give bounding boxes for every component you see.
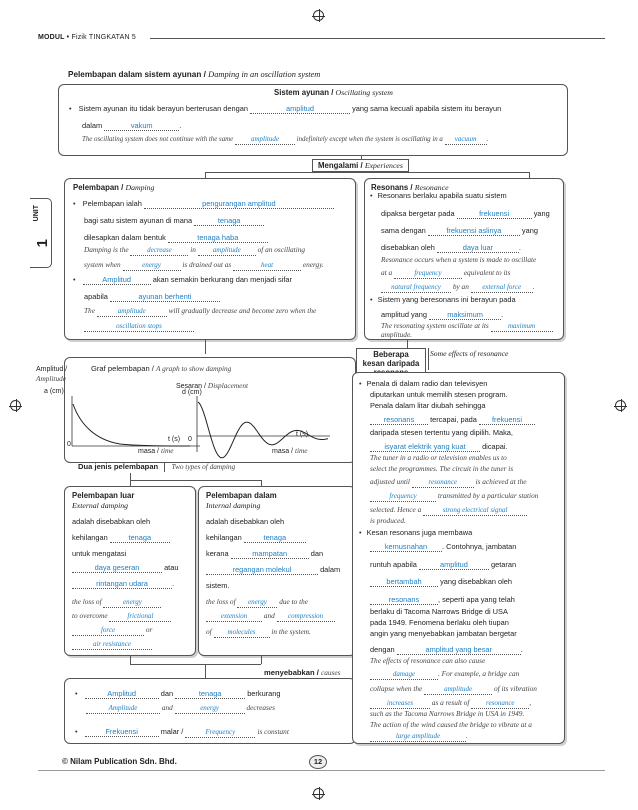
text: Sistem ayunan itu tidak berayun berterusan dengan xyxy=(78,104,248,113)
internal-line-6 xyxy=(206,597,308,608)
effects-line: angin yang menyebabkan jambatan bergetar xyxy=(370,629,517,638)
damping-line-8 xyxy=(84,306,316,317)
effects-line xyxy=(370,505,527,516)
time-axis-label-1 xyxy=(138,446,174,455)
answer-blank: tenaga haba xyxy=(168,233,268,243)
y1-ms: Amplitud / xyxy=(36,366,68,373)
text: dicapai. xyxy=(482,442,508,451)
text: yang sama kecuali apabila sistem itu berayun xyxy=(352,104,502,113)
damping-line-1 xyxy=(73,199,334,209)
answer-blank: frekuensi xyxy=(457,209,532,219)
text: in the system. xyxy=(271,627,311,636)
text: Pelembapan ialah xyxy=(82,199,142,208)
title-malay: Pelembapan dalam sistem ayunan / xyxy=(68,70,206,79)
text: due to the xyxy=(279,597,309,606)
text: decreases xyxy=(246,703,275,712)
damping-line-6 xyxy=(73,275,292,285)
bottom-line-2 xyxy=(86,703,275,714)
answer-blank: extension xyxy=(206,612,262,622)
divider xyxy=(428,348,429,370)
text: . Contohnya, jambatan xyxy=(442,542,517,551)
answer-blank: resonans xyxy=(370,595,438,605)
page-number: 12 xyxy=(309,755,327,769)
damping-line-2 xyxy=(84,216,264,226)
external-header-ms: Pelembapan luar xyxy=(72,491,135,500)
oscillating-system-header xyxy=(274,88,393,97)
answer-blank: increases xyxy=(370,699,430,709)
internal-line-4 xyxy=(206,565,340,575)
connector xyxy=(130,480,261,481)
answer-blank: amplitud xyxy=(250,104,350,114)
damping-line-7 xyxy=(84,292,220,302)
resonance-line-5: Resonance occurs when a system is made to oscillate xyxy=(381,255,537,264)
answer-blank: amplitude xyxy=(235,135,295,145)
answer-blank: heat xyxy=(233,261,301,271)
effects-line xyxy=(370,684,537,695)
types-ms: Dua jenis pelembapan xyxy=(78,462,159,471)
answer-blank: vacuum xyxy=(445,135,487,145)
causes-en: causes xyxy=(321,668,341,677)
connector xyxy=(205,172,529,173)
effects-line xyxy=(370,645,523,655)
unit-tab xyxy=(30,198,52,268)
answer-blank: energy xyxy=(103,598,161,608)
external-line-3: untuk mengatasi xyxy=(72,549,127,558)
time-symbol-2: t (s) xyxy=(296,431,309,438)
text: is drained out as xyxy=(182,260,232,269)
oscillating-header-ms: Sistem ayunan / xyxy=(274,88,334,97)
text: energy. xyxy=(302,260,324,269)
connector xyxy=(130,656,131,664)
effects-ms: Beberapa kesan daripada xyxy=(362,350,420,368)
resonance-line-7 xyxy=(381,282,535,293)
internal-line-3 xyxy=(206,549,323,559)
effects-line: daripada stesen tertentu yang dipilih. Maka, xyxy=(370,428,513,437)
answer-blank: frequency xyxy=(394,269,462,279)
effects-line: • Kesan resonans juga membawa xyxy=(359,528,472,538)
text: The oscillating system does not continue with the same xyxy=(82,136,234,143)
answer-blank: daya geseran xyxy=(72,563,162,573)
text: dan xyxy=(310,549,324,558)
amplitude-axis-label xyxy=(36,365,67,383)
effects-line: such as the Tacoma Narrows Bridge in USA in 1949. xyxy=(370,709,525,718)
amplitude-time-graph xyxy=(72,396,200,446)
x-ms: masa / xyxy=(272,448,294,455)
text: of its vibration xyxy=(493,684,537,693)
answer-blank: amplitud xyxy=(419,560,489,570)
footer-rule xyxy=(38,770,605,771)
text: . xyxy=(466,731,468,740)
amplitude-symbol: a (cm) xyxy=(44,388,64,395)
answer-blank: regangan molekul xyxy=(206,565,318,575)
text: akan semakin berkurang dan menjadi sifar xyxy=(152,275,292,284)
effects-of-resonance-box xyxy=(352,372,565,744)
answer-blank: oscillation stops xyxy=(84,322,194,332)
answer-blank: air resistance xyxy=(72,640,152,650)
resonance-line-11: amplitude. xyxy=(381,330,413,339)
effects-line: select the programmes. The circuit in the tuner is xyxy=(370,464,514,473)
experiences-tag xyxy=(312,159,409,172)
text: equivalent to its xyxy=(463,268,511,277)
answer-blank: amplitud yang besar xyxy=(397,645,521,655)
answer-blank: compression xyxy=(277,612,335,622)
text: Damping is the xyxy=(84,245,129,254)
text: at a xyxy=(381,268,393,277)
answer-blank: pengurangan amplitud xyxy=(144,199,334,209)
text: to overcome xyxy=(72,611,108,620)
registration-mark-left xyxy=(10,400,21,411)
answer-blank: energy xyxy=(237,598,277,608)
connector xyxy=(407,340,408,348)
text: . For example, a bridge can xyxy=(438,669,520,678)
external-line-2 xyxy=(72,533,170,543)
answer-blank: amplitude xyxy=(97,307,167,317)
resonance-line-8: • Sistem yang beresonans ini berayun pada xyxy=(370,295,516,305)
text: and xyxy=(263,611,275,620)
unit-label: UNIT xyxy=(33,205,40,222)
graph-title-en: A graph to show damping xyxy=(156,364,232,373)
text: is constant xyxy=(257,727,289,736)
origin-label-2: 0 xyxy=(188,436,192,443)
external-line-4 xyxy=(72,563,178,573)
damping-header-ms: Pelembapan / xyxy=(73,183,124,192)
connector xyxy=(130,664,261,665)
text: of an oscillating xyxy=(257,245,306,254)
text: . xyxy=(501,310,504,319)
text: transmitted by a particular station xyxy=(437,491,539,500)
resonance-line-4 xyxy=(381,243,521,253)
text: is achieved at the xyxy=(475,477,527,486)
text: dilesapkan dalam bentuk xyxy=(84,233,166,242)
damping-header xyxy=(73,183,154,192)
external-line-1: adalah disebabkan oleh xyxy=(72,517,151,526)
effects-line xyxy=(370,542,516,552)
answer-blank: force xyxy=(72,626,144,636)
external-line-7 xyxy=(72,611,171,622)
time-symbol-1: t (s) xyxy=(168,436,181,443)
oscillating-line-2 xyxy=(82,121,181,131)
answer-blank: frequency xyxy=(370,492,436,502)
answer-blank: mampatan xyxy=(231,549,309,559)
text: The resonating system oscillate at its xyxy=(381,321,489,330)
internal-damping-box xyxy=(198,486,356,656)
effects-line xyxy=(370,698,531,709)
connector xyxy=(205,665,206,678)
internal-line-7 xyxy=(206,611,335,622)
registration-mark-top xyxy=(313,10,324,21)
text: collapse when the xyxy=(370,684,423,693)
x-ms: masa / xyxy=(138,448,160,455)
answer-blank: external force xyxy=(471,283,533,293)
external-header-en: External damping xyxy=(72,501,129,510)
answer-blank: tenaga xyxy=(244,533,306,543)
answer-blank: energy xyxy=(123,261,181,271)
damped-oscillation-curve xyxy=(198,402,328,458)
text: the loss of xyxy=(72,597,102,606)
causes-label xyxy=(264,668,340,677)
external-line-6 xyxy=(72,597,161,608)
answer-blank: strong electrical signal xyxy=(423,506,527,516)
text: . xyxy=(532,282,535,291)
text: dalam xyxy=(320,565,341,574)
text: indefinitely except when the system is oscillating in a xyxy=(296,136,443,143)
text: dengan xyxy=(370,645,395,654)
graph-title xyxy=(91,364,231,373)
answer-blank: Frequency xyxy=(185,728,255,738)
experiences-ms: Mengalami / xyxy=(318,161,363,170)
answer-blank: resonans xyxy=(370,415,428,425)
answer-blank: bertambah xyxy=(370,577,438,587)
answer-blank: maksimum xyxy=(429,310,501,320)
y2-ms: Sesaran / xyxy=(176,383,206,390)
connector xyxy=(205,340,206,354)
answer-blank: energy xyxy=(175,704,245,714)
unit-number: 1 xyxy=(34,239,51,248)
damping-line-3 xyxy=(84,233,268,243)
answer-blank: damage xyxy=(370,670,438,680)
effects-line: diputarkan untuk memilih stesen program. xyxy=(370,390,508,399)
effects-line xyxy=(370,669,519,680)
types-of-damping-label xyxy=(78,462,235,472)
text: adjusted until xyxy=(370,477,410,486)
external-line-9 xyxy=(72,639,152,650)
bottom-line-3 xyxy=(75,727,289,738)
module-label: MODUL • xyxy=(38,34,70,41)
effects-tag-en xyxy=(430,349,510,358)
text: in xyxy=(190,245,196,254)
time-axis-label-2 xyxy=(272,446,308,455)
effects-line xyxy=(370,560,516,570)
text: yang xyxy=(533,209,550,218)
text: getaran xyxy=(490,560,517,569)
registration-mark-bottom xyxy=(313,788,324,799)
answer-blank: frictional xyxy=(109,612,171,622)
text: malar / xyxy=(160,727,184,736)
internal-line-1: adalah disebabkan oleh xyxy=(206,517,285,526)
module-header xyxy=(38,34,136,41)
answer-blank: Amplitud xyxy=(85,689,159,699)
external-line-8 xyxy=(72,625,152,636)
y2-en: Displacement xyxy=(207,381,249,390)
oscillating-header-en: Oscillating system xyxy=(335,88,393,97)
text: . xyxy=(172,579,175,588)
answer-blank: natural frequency xyxy=(381,283,451,293)
text: kehilangan xyxy=(72,533,108,542)
publisher-label: © Nilam Publication Sdn. Bhd. xyxy=(62,757,177,766)
text: . xyxy=(518,243,521,252)
internal-line-5: sistem. xyxy=(206,581,230,590)
text: kehilangan xyxy=(206,533,242,542)
effects-line: berlaku di Tacoma Narrows Bridge di USA xyxy=(370,607,508,616)
answer-blank: large amplitude xyxy=(370,732,466,742)
resonance-line-1: • Resonans berlaku apabila suatu sistem xyxy=(370,191,507,201)
answer-blank: Amplitud xyxy=(83,275,151,285)
answer-blank: frekuensi aslinya xyxy=(428,226,520,236)
answer-blank: tenaga xyxy=(175,689,245,699)
resonance-line-3 xyxy=(381,226,538,236)
effects-line: pada 1949. Fenomena berlaku oleh tiupan xyxy=(370,618,509,627)
text: , xyxy=(529,698,532,707)
effects-en: Some effects of resonance xyxy=(430,349,509,358)
displacement-time-graph xyxy=(197,396,330,458)
text: system when xyxy=(84,260,121,269)
text: bagi satu sistem ayunan di mana xyxy=(84,216,193,225)
answer-blank: amplitude xyxy=(424,685,492,695)
answer-blank: ayunan berhenti xyxy=(110,292,220,302)
resonance-header-en: Resonance xyxy=(414,183,449,192)
damping-line-9 xyxy=(84,321,194,332)
y1-en: Amplitude xyxy=(36,374,66,383)
text: tercapai, pada xyxy=(430,415,477,424)
text: , seperti apa yang telah xyxy=(438,595,515,604)
bottom-line-1 xyxy=(75,689,280,699)
answer-blank: tenaga xyxy=(110,533,170,543)
text: . xyxy=(520,645,523,654)
answer-blank: amplitude xyxy=(198,246,256,256)
text: disebabkan oleh xyxy=(381,243,435,252)
damping-box xyxy=(64,178,356,340)
external-damping-box xyxy=(64,486,196,656)
text: or xyxy=(145,625,153,634)
internal-line-2 xyxy=(206,533,306,543)
answer-blank: resonance xyxy=(471,699,529,709)
page-title xyxy=(68,70,320,79)
damping-header-en: Damping xyxy=(125,183,155,192)
effects-line: is produced. xyxy=(370,516,406,525)
effects-of-damping-box xyxy=(64,678,356,744)
text: runtuh apabila xyxy=(370,560,417,569)
text: atau xyxy=(164,563,179,572)
internal-header-en: Internal damping xyxy=(206,501,261,510)
answer-blank: kemusnahan xyxy=(370,542,442,552)
text: selected. Hence a xyxy=(370,505,422,514)
effects-line: • Penala di dalam radio dan televisyen xyxy=(359,379,487,389)
answer-blank: isyarat elektrik yang kuat xyxy=(370,442,480,452)
effects-line: The effects of resonance can also cause xyxy=(370,656,486,665)
internal-header-ms: Pelembapan dalam xyxy=(206,491,277,500)
effects-line xyxy=(370,577,512,587)
text: sama dengan xyxy=(381,226,426,235)
text: The xyxy=(84,306,95,315)
damping-line-4 xyxy=(84,245,305,256)
answer-blank: tenaga xyxy=(194,216,264,226)
text: of xyxy=(206,627,212,636)
text: amplitud yang xyxy=(381,310,428,319)
resonance-line-6 xyxy=(381,268,510,279)
effects-line xyxy=(370,415,535,425)
answer-blank: vakum xyxy=(104,121,179,131)
effects-line xyxy=(370,595,515,605)
answer-blank: frekuensi xyxy=(479,415,535,425)
x-en: time xyxy=(294,446,308,455)
answer-blank: molecules xyxy=(214,628,270,638)
effects-line xyxy=(370,491,538,502)
resonance-line-2 xyxy=(381,209,550,219)
text: yang disebabkan oleh xyxy=(440,577,512,586)
effects-line xyxy=(370,731,468,742)
subject-label: Fizik TINGKATAN 5 xyxy=(71,34,136,41)
effects-line: Penala dalam litar diubah sehingga xyxy=(370,401,486,410)
oscillating-line-3 xyxy=(82,135,488,145)
connector xyxy=(130,473,131,480)
text: dalam xyxy=(82,121,103,130)
answer-blank: Frekuensi xyxy=(85,727,159,737)
text: dipaksa bergetar pada xyxy=(381,209,455,218)
text: will gradually decrease and become zero when the xyxy=(168,306,317,315)
resonance-line-9 xyxy=(381,310,503,320)
text: as a result of xyxy=(431,698,470,707)
text: apabila xyxy=(84,292,108,301)
internal-line-8 xyxy=(206,627,311,638)
oscillating-system-box xyxy=(58,84,568,156)
damping-line-5 xyxy=(84,260,324,271)
connector xyxy=(261,656,262,664)
oscillating-line-1 xyxy=(69,104,501,114)
answer-blank: resonance xyxy=(412,478,474,488)
origin-label-1: 0 xyxy=(67,441,71,448)
answer-blank: rintangan udara xyxy=(72,579,172,589)
effects-line xyxy=(370,477,526,488)
text: kerana xyxy=(206,549,229,558)
text: the loss of xyxy=(206,597,236,606)
text: dan xyxy=(160,689,174,698)
answer-blank: daya luar xyxy=(437,243,519,253)
text: yang xyxy=(521,226,538,235)
answer-blank: decrease xyxy=(130,246,188,256)
displacement-symbol: d (cm) xyxy=(182,389,202,396)
external-line-5 xyxy=(72,579,174,589)
title-english: Damping in an oscillation system xyxy=(208,70,321,79)
text: . xyxy=(179,121,182,130)
text: . xyxy=(486,136,489,143)
effects-line: The action of the wind caused the bridge to vibrate at a xyxy=(370,720,532,729)
types-en: Two types of damping xyxy=(171,462,236,471)
effects-line: The tuner in a radio or television enables us to xyxy=(370,453,507,462)
x-en: time xyxy=(160,446,174,455)
causes-ms: menyebabkan / xyxy=(264,668,319,677)
text: by an xyxy=(452,282,469,291)
effects-line xyxy=(370,442,508,452)
experiences-en: Experiences xyxy=(364,161,403,170)
header-rule xyxy=(150,38,605,39)
graph-title-ms: Graf pelembapan / xyxy=(91,364,154,373)
text: and xyxy=(161,703,173,712)
resonance-box xyxy=(364,178,564,340)
text: berkurang xyxy=(247,689,281,698)
answer-blank: Amplitude xyxy=(86,704,160,714)
resonance-header-ms: Resonans / xyxy=(371,183,413,192)
answer-blank: maximum xyxy=(491,322,553,332)
registration-mark-right xyxy=(615,400,626,411)
